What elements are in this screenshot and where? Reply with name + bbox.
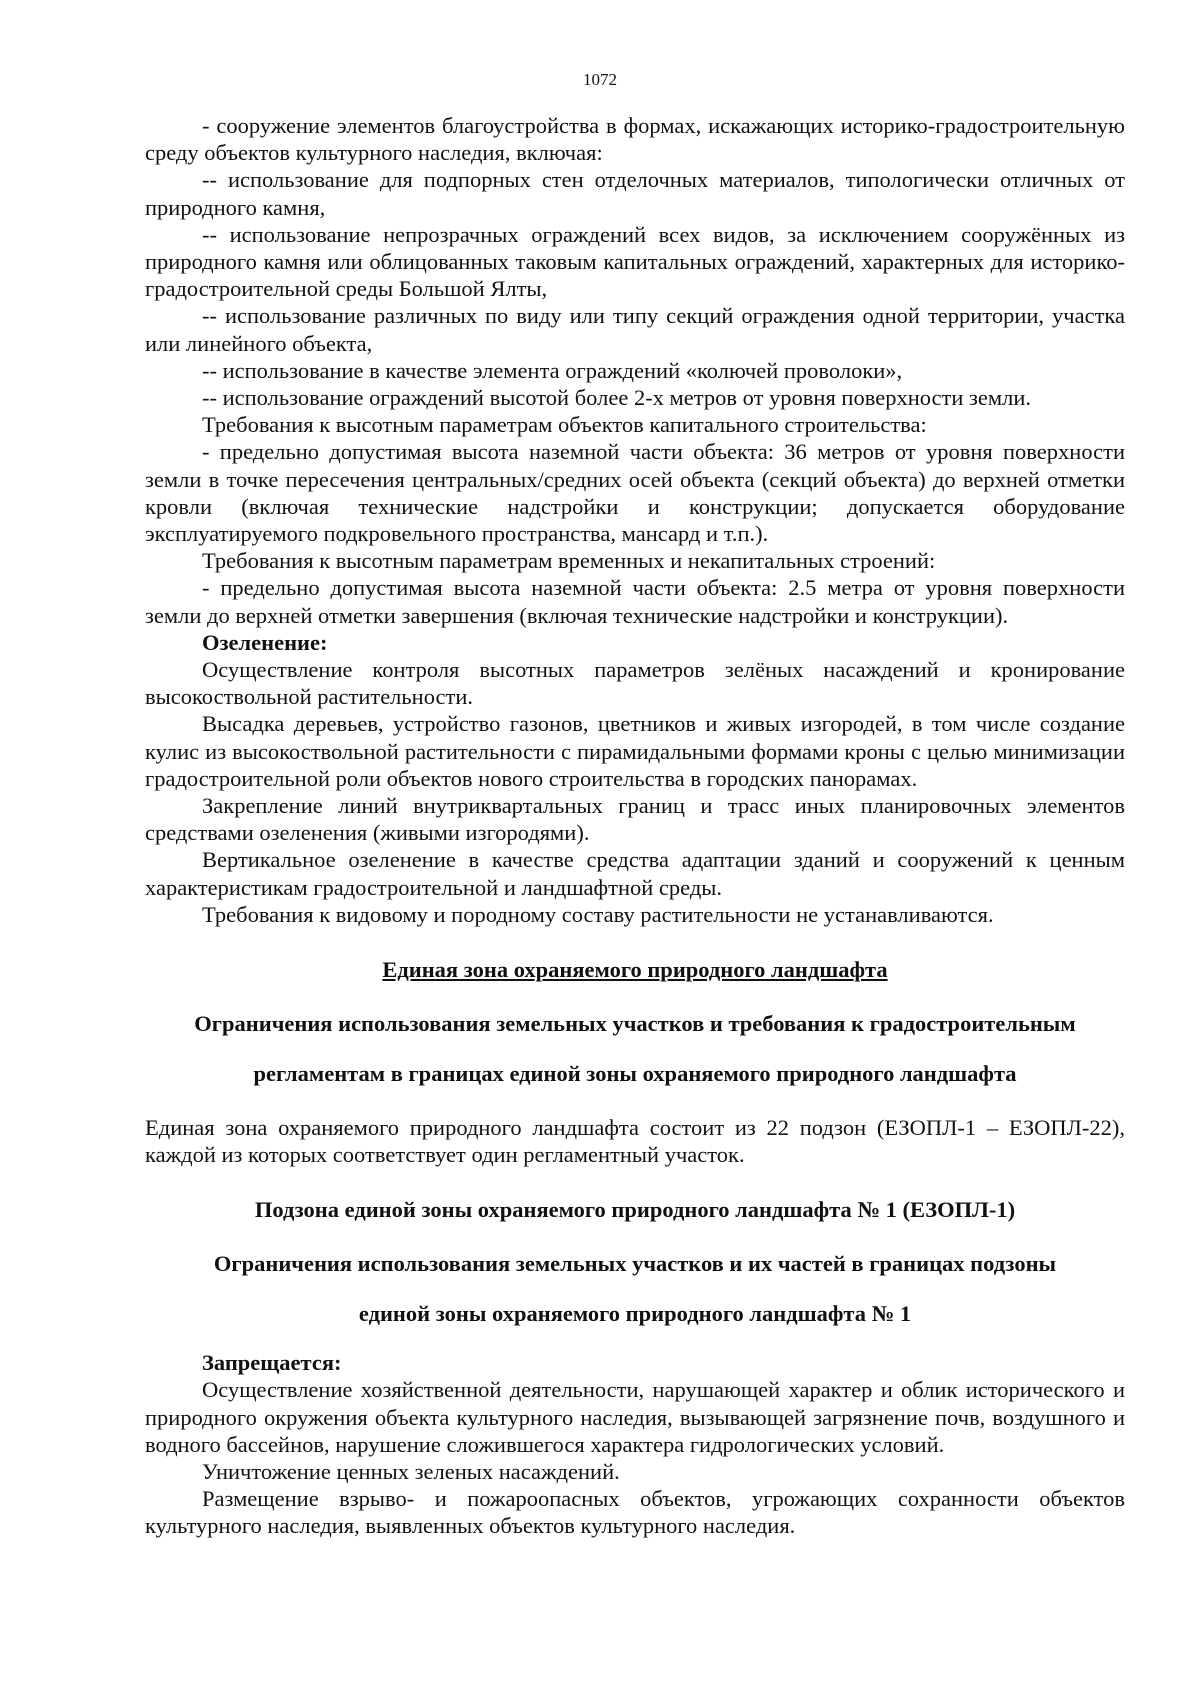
subzone-title: Подзона единой зоны охраняемого природного ландшафта № 1 (ЕЗОПЛ-1) (254, 1196, 1016, 1222)
paragraph: -- использование различных по виду или типу секций ограждения одной территории, участка или линейного объекта, (145, 303, 1125, 356)
paragraph: Требования к высотным параметрам временных и некапитальных строений: (202, 548, 936, 574)
paragraph: - сооружение элементов благоустройства в формах, искажающих историко-градостроительную среду объектов культурного наследия, включая: (145, 113, 1125, 166)
restrictions-title-line: Ограничения использования земельных участков и требования к градостроительным (194, 1011, 1076, 1037)
paragraph: - предельно допустимая высота наземной части объекта: 2.5 метра от уровня поверхности земли до верхней отметки завершения (включая технические надстройки и конструкции). (145, 575, 1125, 628)
paragraph: Высадка деревьев, устройство газонов, цветников и живых изгородей, в том числе создание кулис из высокоствольной растительности с пирамидальными формами кроны с целью минимизации градостроительной роли объектов нового строительства в городских панорамах. (145, 711, 1125, 791)
paragraph: Требования к видовому и породному составу растительности не устанавливаются. (202, 901, 994, 927)
document-body (145, 112, 1125, 1540)
paragraph: -- использование непрозрачных ограждений всех видов, за исключением сооружённых из природного камня или облицованных таковым капитальных ограждений, характерных для историко-градостроительной среды Большой Ялты, (145, 221, 1125, 302)
paragraph: Осуществление хозяйственной деятельности, нарушающей характер и облик исторического и природного окружения объекта культурного наследия, вызывающей загрязнение почв, воздушного и водного бассейнов, нарушение сложившегося характера гидрологических условий. (145, 1377, 1125, 1457)
paragraph: Осуществление контроля высотных параметров зелёных насаждений и кронирование высокоствольной растительности. (145, 657, 1125, 710)
paragraph: Требования к высотным параметрам объектов капитального строительства: (202, 412, 927, 438)
paragraph: -- использование для подпорных стен отделочных материалов, типологически отличных от природного камня, (145, 167, 1125, 220)
paragraph: - предельно допустимая высота наземной части объекта: 36 метров от уровня поверхности земли в точке пересечения центральных/средних осей объекта (секций объекта) до верхней отметки кровли (включая технические надстройки и конструкции; допускается оборудование эксплуатируемого подкровельного пространства, мансард и т.п.). (145, 439, 1125, 547)
greening-heading: Озеленение: (202, 629, 328, 655)
prohibited-heading: Запрещается: (202, 1350, 342, 1376)
paragraph: -- использование в качестве элемента ограждений «колючей проволоки», (202, 357, 903, 383)
paragraph: -- использование ограждений высотой более 2-х метров от уровня поверхности земли. (202, 385, 1032, 411)
subzone-restrictions-title (145, 1250, 1125, 1327)
zone-intro: Единая зона охраняемого природного ландшафта состоит из 22 подзон (ЕЗОПЛ-1 – ЕЗОПЛ-22), каждой из которых соответствует один регламентный участок. (145, 1115, 1125, 1168)
paragraph: Закрепление линий внутриквартальных границ и трасс иных планировочных элементов средствами озеленения (живыми изгородями). (145, 793, 1125, 846)
zone-title (145, 956, 1125, 983)
paragraph: Уничтожение ценных зеленых насаждений. (202, 1459, 620, 1485)
restrictions-title (145, 1010, 1125, 1087)
subzone-restrictions-line: единой зоны охраняемого природного ландшафта № 1 (358, 1300, 912, 1326)
zone-title-text: Единая зона охраняемого природного ландшафта (382, 957, 888, 983)
subzone-restrictions-line: Ограничения использования земельных участков и их частей в границах подзоны (213, 1250, 1057, 1276)
restrictions-title-line: регламентам в границах единой зоны охраняемого природного ландшафта (253, 1061, 1017, 1086)
page-number: 1072 (583, 70, 617, 89)
paragraph: Вертикальное озеленение в качестве средства адаптации зданий и сооружений к ценным характеристикам градостроительной и ландшафтной среды. (145, 847, 1125, 900)
paragraph: Размещение взрыво- и пожароопасных объектов, угрожающих сохранности объектов культурного наследия, выявленных объектов культурного наследия. (145, 1486, 1125, 1539)
